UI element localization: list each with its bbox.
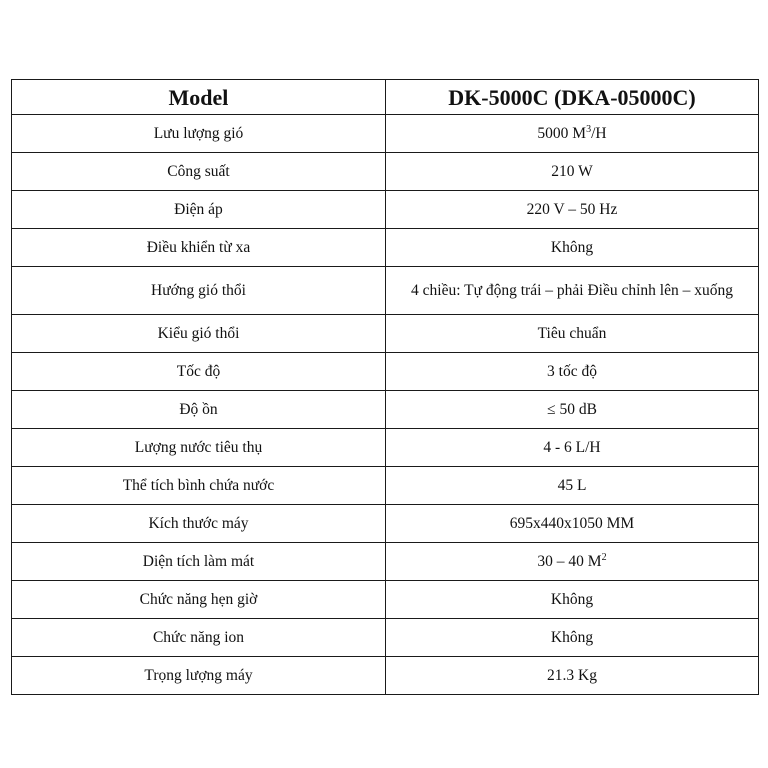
row-value: 4 - 6 L/H [386, 429, 759, 467]
table-row [12, 229, 759, 267]
table-row [12, 619, 759, 657]
row-label: Hướng gió thổi [12, 267, 386, 315]
row-value-sup: 3 [586, 123, 592, 135]
row-label: Kích thước máy [12, 505, 386, 543]
row-label: Trọng lượng máy [12, 657, 386, 695]
row-label: Độ ồn [12, 391, 386, 429]
row-value: 21.3 Kg [386, 657, 759, 695]
table-row [12, 391, 759, 429]
table-row [12, 115, 759, 153]
row-value: 45 L [386, 467, 759, 505]
row-label: Diện tích làm mát [12, 543, 386, 581]
row-label: Tốc độ [12, 353, 386, 391]
row-value-text: 5000 M [537, 125, 587, 142]
row-value: 220 V – 50 Hz [386, 191, 759, 229]
row-value: Không [386, 581, 759, 619]
row-label: Chức năng ion [12, 619, 386, 657]
row-value-suffix: /H [591, 125, 607, 142]
row-value: Không [386, 619, 759, 657]
header-label: Model [12, 80, 386, 115]
row-label: Điện áp [12, 191, 386, 229]
table-row [12, 153, 759, 191]
table-row [12, 467, 759, 505]
table-row [12, 505, 759, 543]
row-value-text: 30 – 40 M [537, 553, 602, 570]
table-header-row [12, 80, 759, 115]
row-value: 3 tốc độ [386, 353, 759, 391]
row-value [386, 115, 759, 153]
table-row [12, 267, 759, 315]
table-row [12, 581, 759, 619]
table-row [12, 657, 759, 695]
row-label: Công suất [12, 153, 386, 191]
row-label: Chức năng hẹn giờ [12, 581, 386, 619]
row-value: ≤ 50 dB [386, 391, 759, 429]
header-model-value: DK-5000C (DKA-05000C) [386, 80, 759, 115]
table-row [12, 353, 759, 391]
row-value: Tiêu chuẩn [386, 315, 759, 353]
row-label: Lưu lượng gió [12, 115, 386, 153]
row-value [386, 543, 759, 581]
row-value-sup: 2 [601, 551, 607, 563]
table-row [12, 191, 759, 229]
row-label: Điều khiển từ xa [12, 229, 386, 267]
row-label: Kiểu gió thổi [12, 315, 386, 353]
table-row [12, 429, 759, 467]
table-row [12, 543, 759, 581]
spec-table [11, 79, 759, 695]
row-value: 210 W [386, 153, 759, 191]
row-label: Lượng nước tiêu thụ [12, 429, 386, 467]
row-value: 4 chiều: Tự động trái – phải Điều chỉnh lên – xuống [386, 267, 759, 315]
table-row [12, 315, 759, 353]
row-label: Thể tích bình chứa nước [12, 467, 386, 505]
row-value: 695x440x1050 MM [386, 505, 759, 543]
row-value: Không [386, 229, 759, 267]
